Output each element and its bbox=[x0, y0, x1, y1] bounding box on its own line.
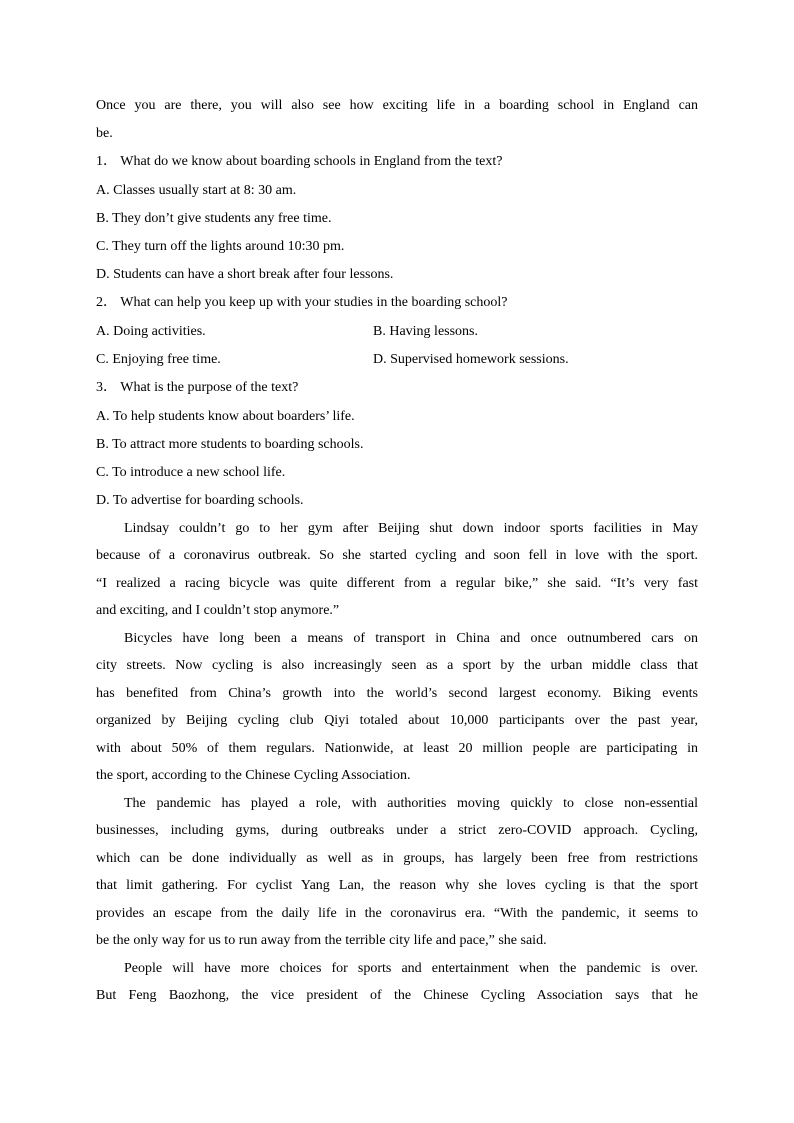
option-row bbox=[96, 349, 698, 377]
text-line: be. bbox=[96, 125, 113, 141]
intro-paragraph bbox=[96, 95, 698, 151]
text-line: has benefited from China’s growth into the world’s second largest economy. Biking events bbox=[96, 685, 698, 701]
passage-paragraph-4 bbox=[96, 958, 698, 1013]
text-line: that limit gathering. For cyclist Yang Lan, the reason why she loves cycling is that the sport bbox=[96, 878, 698, 893]
text-line: The pandemic has played a role, with authorities moving quickly to close non-essential bbox=[124, 795, 698, 811]
option-b: B. To attract more students to boarding schools. bbox=[96, 436, 364, 452]
passage-paragraph-2 bbox=[96, 628, 698, 793]
option-a: A. To help students know about boarders’ life. bbox=[96, 408, 355, 424]
text-line: But Feng Baozhong, the vice president of the Chinese Cycling Association says that he bbox=[96, 988, 698, 1003]
question-3 bbox=[96, 377, 698, 518]
option-a: A. Doing activities. bbox=[96, 323, 206, 339]
question-stem: 3． What is the purpose of the text? bbox=[96, 379, 299, 395]
option-b: B. Having lessons. bbox=[373, 323, 478, 339]
question-stem: 1． What do we know about boarding schools in England from the text? bbox=[96, 153, 503, 169]
question-1 bbox=[96, 151, 698, 292]
text-line: because of a coronavirus outbreak. So she started cycling and soon fell in love with the sport. bbox=[96, 548, 698, 563]
document-page bbox=[96, 95, 698, 1013]
text-line: with about 50% of them regulars. Nationwide, at least 20 million people are participating in bbox=[96, 740, 698, 756]
text-line: Bicycles have long been a means of transport in China and once outnumbered cars on bbox=[124, 630, 698, 646]
passage-paragraph-1 bbox=[96, 518, 698, 628]
text-line: organized by Beijing cycling club Qiyi totaled about 10,000 participants over the past year, bbox=[96, 713, 698, 728]
option-d: D. To advertise for boarding schools. bbox=[96, 492, 304, 508]
text-line: Once you are there, you will also see how exciting life in a boarding school in England can bbox=[96, 98, 698, 113]
text-line: People will have more choices for sports and entertainment when the pandemic is over. bbox=[124, 960, 698, 976]
question-stem: 2． What can help you keep up with your studies in the boarding school? bbox=[96, 294, 508, 310]
passage-paragraph-3 bbox=[96, 793, 698, 958]
option-d: D. Supervised homework sessions. bbox=[373, 351, 569, 367]
option-b: B. They don’t give students any free time. bbox=[96, 210, 332, 226]
option-d: D. Students can have a short break after four lessons. bbox=[96, 266, 394, 282]
text-line: “I realized a racing bicycle was quite different from a regular bike,” she said. “It’s very fast bbox=[96, 575, 698, 591]
text-line: businesses, including gyms, during outbreaks under a strict zero-COVID approach. Cycling, bbox=[96, 823, 698, 838]
option-c: C. They turn off the lights around 10:30 pm. bbox=[96, 238, 345, 254]
text-line: and exciting, and I couldn’t stop anymore.” bbox=[96, 603, 340, 618]
text-line: provides an escape from the daily life in the coronavirus era. “With the pandemic, it seems to bbox=[96, 905, 698, 921]
option-c: C. To introduce a new school life. bbox=[96, 464, 286, 480]
option-row bbox=[96, 321, 698, 349]
option-a: A. Classes usually start at 8: 30 am. bbox=[96, 182, 297, 198]
option-c: C. Enjoying free time. bbox=[96, 351, 221, 367]
question-2 bbox=[96, 292, 698, 377]
text-line: be the only way for us to run away from the terrible city life and pace,” she said. bbox=[96, 933, 547, 948]
text-line: the sport, according to the Chinese Cycling Association. bbox=[96, 768, 411, 783]
text-line: which can be done individually as well as in groups, has largely been free from restrictions bbox=[96, 850, 698, 866]
text-line: city streets. Now cycling is also increasingly seen as a sport by the urban middle class that bbox=[96, 658, 698, 673]
text-line: Lindsay couldn’t go to her gym after Beijing shut down indoor sports facilities in May bbox=[124, 520, 698, 536]
